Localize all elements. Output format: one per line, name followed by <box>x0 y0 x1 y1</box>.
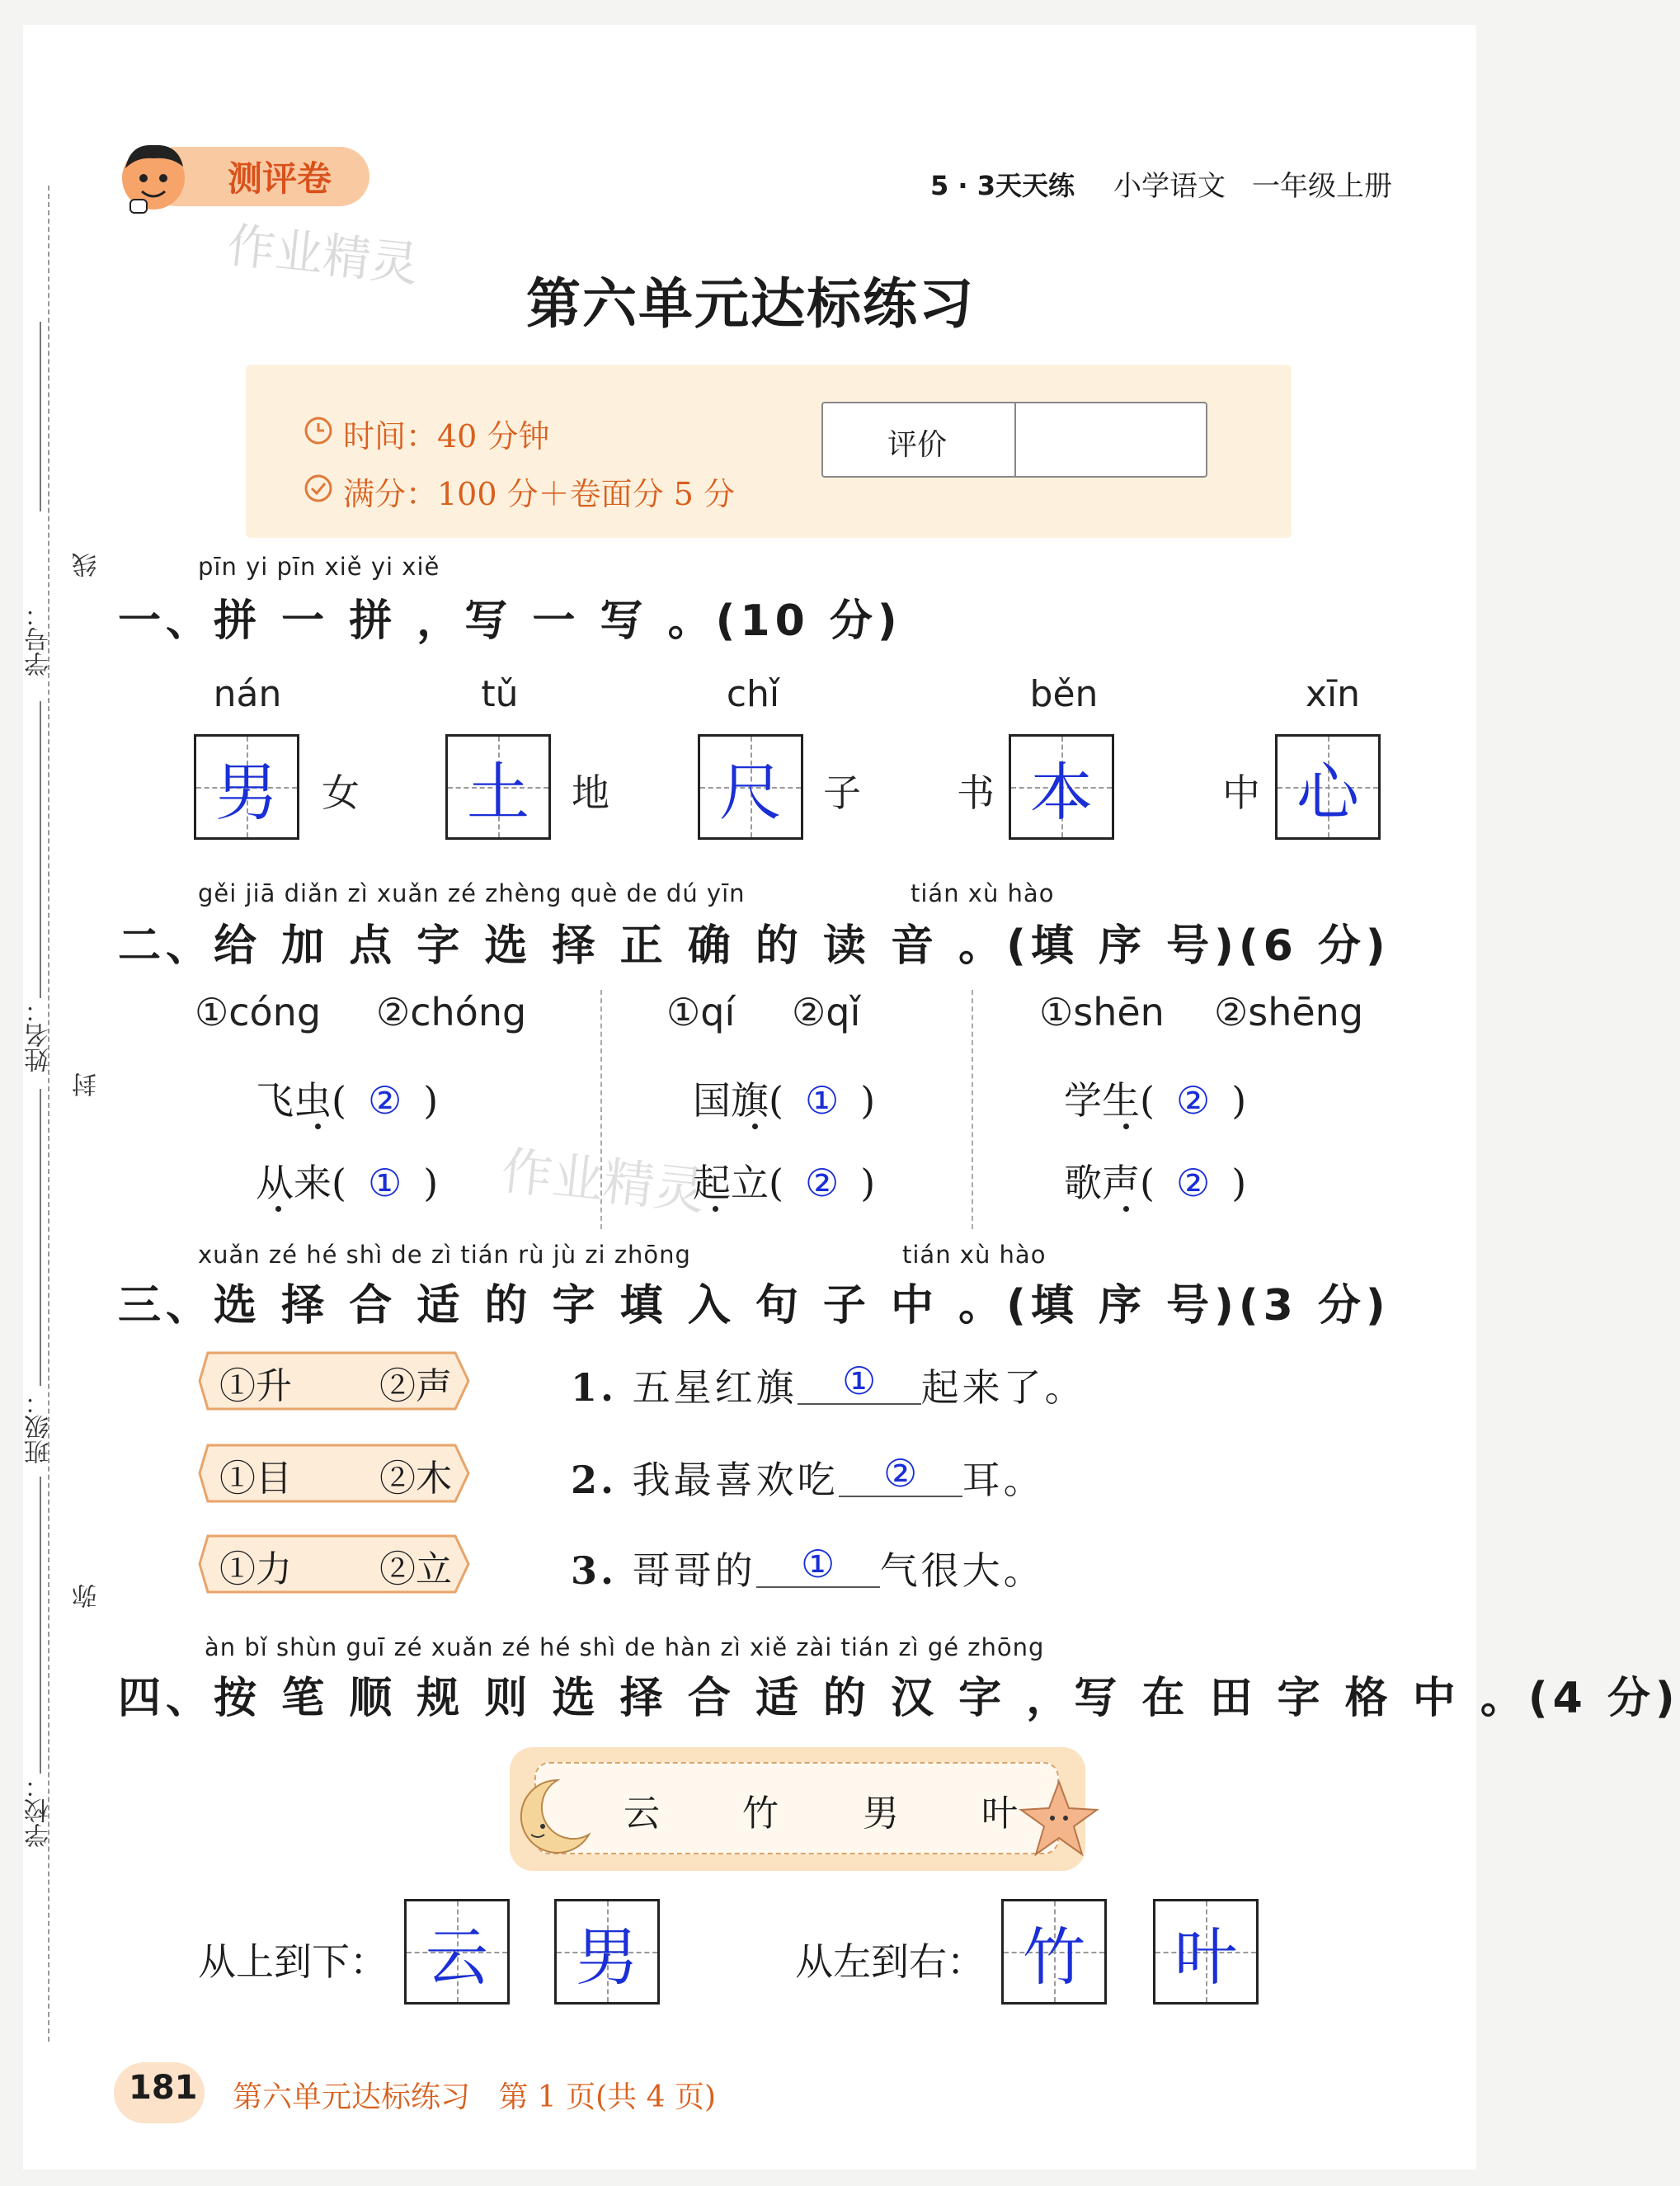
emphasis-dot <box>315 1124 321 1129</box>
q4-left-right-answer-2: 叶 <box>1174 1920 1237 1994</box>
footer-text: 第六单元达标练习 第 1 页(共 4 页) <box>233 2080 717 2114</box>
q1-grid-5[interactable] <box>1275 734 1381 840</box>
seal-mark-xian: 线 <box>73 553 101 577</box>
margin-fill-line-2 <box>40 701 41 998</box>
q4-top-down-answer-1: 云 <box>426 1920 488 1994</box>
margin-label-class: 班级： <box>25 1390 54 1464</box>
watermark: 作业精灵 <box>498 1140 708 1222</box>
q4-left-right-grid-2[interactable] <box>1153 1899 1259 2005</box>
q2-group3-option1: ①shēn <box>1039 990 1165 1034</box>
q2-word-6-text: 歌声 <box>1064 1161 1140 1205</box>
q1-pinyin: pīn yi pīn xiě yi xiě <box>198 553 440 581</box>
boy-mascot-icon <box>114 135 196 218</box>
q4-top-down-answer-2: 男 <box>576 1920 638 1994</box>
q4-char-2: 竹 <box>742 1793 779 1835</box>
q3-pre-2: 我最喜欢吃 <box>632 1458 839 1502</box>
q2-answer-6[interactable]: ② <box>1175 1161 1211 1205</box>
q4-left-right-grid-1[interactable] <box>1001 1899 1107 2005</box>
subject: 小学语文 <box>1113 170 1226 203</box>
q4-char-4: 叶 <box>981 1793 1018 1835</box>
q3-sentence-2 <box>571 1450 1045 1505</box>
series-title: 5 · 3天天练 <box>930 170 1075 201</box>
q1-heading: 一、拼 一 拼 ，写 一 写 。(10 分) <box>118 596 902 646</box>
q1-pinyin-2: tǔ <box>481 673 519 715</box>
emphasis-dot <box>1123 1206 1129 1212</box>
q3-pinyin-2: tián xù hào <box>902 1241 1047 1269</box>
q1-pinyin-5: xīn <box>1305 673 1361 715</box>
seal-mark-feng: 封 <box>73 1072 101 1097</box>
q2-word-2: 从来( ① ) <box>256 1161 439 1205</box>
seal-mark-mi: 弥 <box>73 1584 101 1609</box>
q2-group3-option2: ②shēng <box>1214 990 1364 1034</box>
q3-num-1: 1. <box>571 1365 618 1410</box>
q4-top-down-grid-1[interactable] <box>404 1899 510 2005</box>
page-title: 第六单元达标练习 <box>526 271 975 336</box>
q3-post-3: 气很大。 <box>879 1548 1045 1593</box>
q3-num-3: 3. <box>571 1548 618 1593</box>
q2-separator-2 <box>972 990 973 1229</box>
q4-char-box <box>510 1747 1085 1871</box>
q1-answer-2: 土 <box>467 755 529 829</box>
margin-fill-line-4 <box>40 1477 41 1774</box>
q1-pinyin-1: nán <box>213 673 282 715</box>
q3-option-tag-3 <box>198 1534 470 1594</box>
q4-char-3: 男 <box>863 1793 899 1835</box>
q3-post-1: 起来了。 <box>920 1365 1086 1410</box>
q3-tag2-option2: ②木 <box>379 1458 452 1500</box>
emphasis-dot <box>275 1206 281 1212</box>
q3-sentence-1 <box>571 1358 1086 1412</box>
q4-char-1: 云 <box>624 1793 660 1835</box>
moon-icon <box>506 1772 597 1863</box>
margin-fill-line-3 <box>40 1089 41 1386</box>
q4-pinyin: àn bǐ shùn guī zé xuǎn zé hé shì de hàn zì xiě zài tián zì gé zhōng <box>205 1633 1045 1661</box>
q1-grid-1[interactable] <box>194 734 299 840</box>
emphasis-dot <box>752 1124 758 1129</box>
badge-label: 测评卷 <box>228 158 332 199</box>
time-limit: 时间：40 分钟 <box>343 418 550 455</box>
q1-pair-1: 女 <box>322 770 360 815</box>
q3-answer-1[interactable]: ① <box>798 1359 921 1405</box>
q2-word-1: 飞虫( ② ) <box>256 1078 439 1123</box>
grade: 一年级上册 <box>1252 170 1392 203</box>
evaluation-divider <box>1014 403 1016 476</box>
q4-char-box-inner <box>534 1762 1059 1854</box>
q2-answer-4[interactable]: ② <box>804 1161 840 1205</box>
q2-group1-option1: ①cóng <box>195 990 322 1034</box>
q1-grid-2[interactable] <box>445 734 551 840</box>
q3-tag1-option2: ②声 <box>379 1365 452 1407</box>
q3-num-2: 2. <box>571 1458 618 1502</box>
q3-tag1-option1: ①升 <box>219 1365 292 1407</box>
q1-pair-5: 中 <box>1222 770 1260 815</box>
evaluation-label: 评价 <box>887 428 948 462</box>
q3-sentence-3 <box>571 1541 1045 1595</box>
q1-pair-4: 书 <box>957 770 995 815</box>
margin-label-school: 学校： <box>25 1774 54 1848</box>
q2-answer-2[interactable]: ① <box>367 1161 402 1205</box>
q3-pinyin: xuǎn zé hé shì de zì tián rù jù zi zhōng <box>198 1241 691 1269</box>
clock-icon <box>302 414 335 447</box>
evaluation-box <box>821 402 1207 478</box>
q1-pair-3: 子 <box>823 770 861 815</box>
badge <box>114 140 369 213</box>
q1-answer-5: 心 <box>1296 755 1359 829</box>
q3-tag3-option2: ②立 <box>379 1548 452 1590</box>
q2-word-2-text: 从来 <box>256 1161 332 1205</box>
q2-pinyin-2: tián xù hào <box>911 879 1055 907</box>
q1-answer-4: 本 <box>1030 755 1093 829</box>
q2-heading: 二、给 加 点 字 选 择 正 确 的 读 音 。(填 序 号)(6 分) <box>118 921 1391 971</box>
check-icon <box>302 472 335 505</box>
q1-grid-4[interactable] <box>1009 734 1114 840</box>
q2-word-5-text: 学生 <box>1064 1078 1140 1123</box>
q1-answer-3: 尺 <box>719 755 782 829</box>
q2-word-3: 国旗( ① ) <box>693 1078 876 1123</box>
q2-group2-option2: ②qǐ <box>792 990 861 1034</box>
q2-word-5: 学生( ② ) <box>1064 1078 1247 1123</box>
q2-word-4-text: 起立 <box>693 1161 769 1205</box>
q4-top-down-grid-2[interactable] <box>554 1899 660 2005</box>
margin-fill-line-1 <box>40 322 41 511</box>
emphasis-dot <box>713 1206 718 1212</box>
info-box <box>246 365 1292 538</box>
margin-label-student-no: 学号： <box>25 602 54 676</box>
watermark: 作业精灵 <box>224 217 421 293</box>
full-score: 满分：100 分＋卷面分 5 分 <box>343 476 735 512</box>
q1-answer-1: 男 <box>215 755 278 829</box>
q3-answer-2[interactable]: ② <box>839 1451 962 1497</box>
q3-pre-1: 五星红旗 <box>632 1365 798 1410</box>
evaluation-value[interactable] <box>1021 422 1202 458</box>
q1-pinyin-4: běn <box>1029 673 1099 715</box>
q3-pre-3: 哥哥的 <box>632 1548 756 1593</box>
q4-top-down-label: 从上到下： <box>198 1939 388 1984</box>
q2-pinyin: gěi jiā diǎn zì xuǎn zé zhèng què de dú yīn <box>198 879 746 907</box>
q1-pinyin-3: chǐ <box>726 673 780 715</box>
q3-option-tag-1 <box>198 1351 470 1411</box>
q3-heading: 三、选 择 合 适 的 字 填 入 句 子 中 。(填 序 号)(3 分) <box>118 1281 1391 1331</box>
q2-answer-3[interactable]: ① <box>804 1078 840 1123</box>
q3-tag3-option1: ①力 <box>219 1548 292 1590</box>
q4-heading: 四、按 笔 顺 规 则 选 择 合 适 的 汉 字 ，写 在 田 字 格 中 。(4 分) <box>118 1674 1680 1723</box>
footer-page-number: 181 <box>129 2069 198 2107</box>
q3-option-tag-2 <box>198 1444 470 1503</box>
q2-word-4: 起立( ② ) <box>693 1161 876 1205</box>
binding-line <box>48 186 49 2042</box>
q3-answer-3[interactable]: ① <box>756 1542 880 1588</box>
q2-word-6: 歌声( ② ) <box>1064 1161 1247 1205</box>
q1-grid-3[interactable] <box>698 734 803 840</box>
q4-left-right-answer-1: 竹 <box>1023 1920 1085 1994</box>
q2-group1-option2: ②chóng <box>376 990 527 1034</box>
worksheet-page <box>23 25 1680 2170</box>
q2-answer-1[interactable]: ② <box>367 1078 402 1123</box>
q2-word-1-text: 飞虫 <box>256 1078 332 1123</box>
q1-pair-2: 地 <box>572 770 609 815</box>
q2-answer-5[interactable]: ② <box>1175 1078 1211 1123</box>
q2-group2-option1: ①qí <box>666 990 736 1034</box>
q4-left-right-label: 从左到右： <box>795 1939 985 1984</box>
q2-word-3-text: 国旗 <box>693 1078 769 1123</box>
emphasis-dot <box>1123 1124 1129 1129</box>
q3-tag2-option1: ①目 <box>219 1458 292 1500</box>
q3-post-2: 耳。 <box>962 1458 1045 1502</box>
margin-label-name: 姓名： <box>25 998 54 1072</box>
star-icon <box>1018 1777 1100 1859</box>
